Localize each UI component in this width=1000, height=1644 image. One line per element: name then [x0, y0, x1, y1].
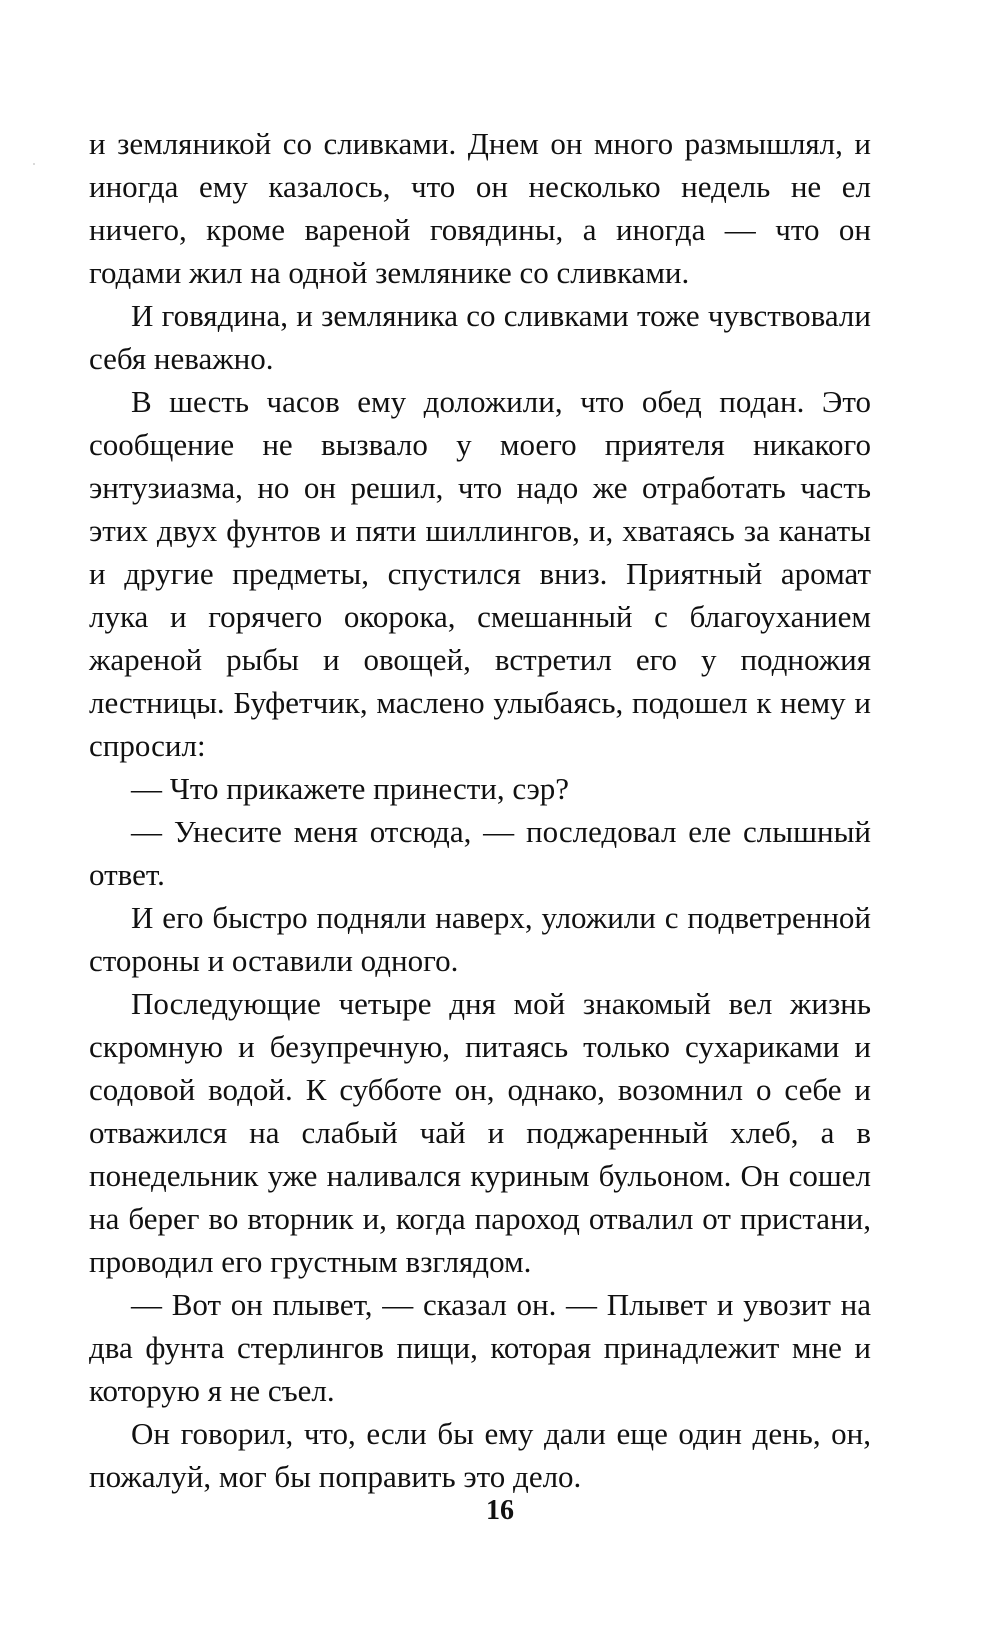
paragraph: И его быстро подняли наверх, уложили с подветренной стороны и оставили одного.	[89, 900, 871, 978]
paragraph: Последующие четыре дня мой знакомый вел жизнь скромную и безупречную, питаясь только сухариками и содовой водой. К субботе он, однако, возомнил о себе и отважился на слабый чай и поджаренный хлеб, а в понедельник уже наливался куриным бульоном. Он сошел на берег во вторник и, когда пароход отвалил от пристани, проводил его грустным взглядом.	[89, 986, 871, 1279]
scan-speck	[33, 163, 35, 165]
dialogue-line: — Унесите меня отсюда, — последовал еле слышный ответ.	[89, 814, 871, 892]
paragraph: Он говорил, что, если бы ему дали еще один день, он, пожалуй, мог бы поправить это дело.	[89, 1416, 871, 1494]
page-number: 16	[486, 1495, 514, 1526]
body-text	[89, 122, 871, 1498]
paragraph: В шесть часов ему доложили, что обед подан. Это сообщение не вызвало у моего приятеля никакого энтузиазма, но он решил, что надо же отработать часть этих двух фунтов и пяти шиллингов, и, хватаясь за канаты и другие предметы, спустился вниз. Приятный аромат лука и горячего окорока, смешанный с благоуханием жареной рыбы и овощей, встретил его у подножия лестницы. Буфетчик, маслено улыбаясь, подошел к нему и спросил:	[89, 384, 871, 763]
dialogue-line: — Вот он плывет, — сказал он. — Плывет и увозит на два фунта стерлингов пищи, которая принадлежит мне и которую я не съел.	[89, 1287, 871, 1408]
dialogue-line: — Что прикажете принести, сэр?	[131, 771, 570, 806]
paragraph: И говядина, и земляника со сливками тоже чувствовали себя неважно.	[89, 298, 871, 376]
paragraph-continuation: и земляникой со сливками. Днем он много размышлял, и иногда ему казалось, что он несколько недель не ел ничего, кроме вареной говядины, а иногда — что он годами жил на одной землянике со сливками.	[89, 126, 871, 290]
